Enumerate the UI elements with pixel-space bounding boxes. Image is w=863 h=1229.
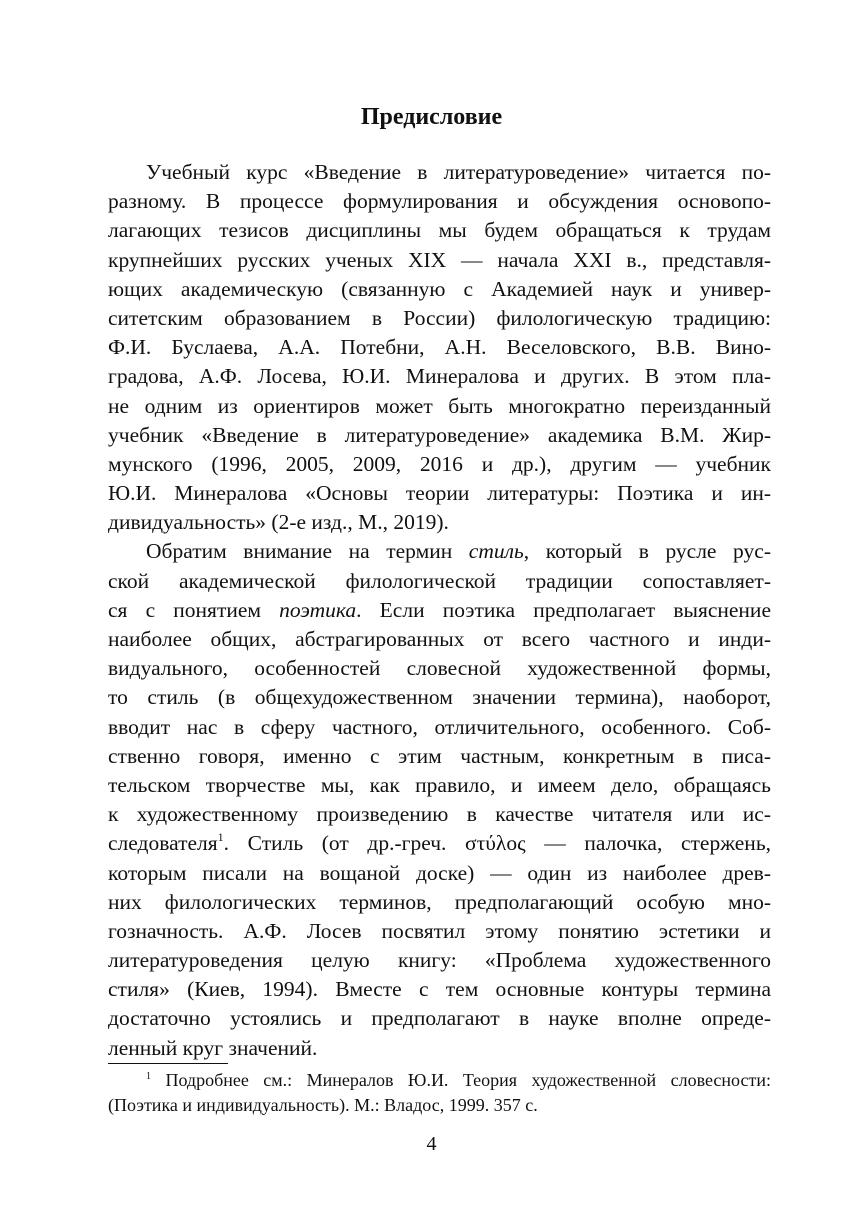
page-number: 4 xyxy=(426,1133,437,1155)
paragraph-1-line: не одним из ориентиров может быть многократно переизданный xyxy=(108,393,771,418)
paragraph-2-line: литературоведения целую книгу: «Проблема художественного xyxy=(108,948,771,973)
footnote xyxy=(108,1068,771,1118)
term-stil: стиль xyxy=(468,539,524,564)
footnote-separator xyxy=(108,1063,228,1064)
paragraph-2-line: то стиль (в общехудожественном значении термина), наоборот, xyxy=(108,685,771,710)
paragraph-2-line: них филологических терминов, предполагающий особую мно- xyxy=(108,889,771,914)
text-run: . Если поэтика предполагает выяснение xyxy=(356,597,771,622)
text-run: следователя xyxy=(108,831,218,856)
paragraph-1-line: Учебный курс «Введение в литературоведение» читается по- xyxy=(146,160,771,184)
paragraph-1-line: Ю.И. Минералова «Основы теории литературы: Поэтика и ин- xyxy=(108,481,771,506)
footnote-line: (Поэтика и индивидуальность). М.: Владос, 1999. 357 с. xyxy=(108,1095,538,1115)
paragraph-2-line: ленный круг значений. xyxy=(108,1035,318,1060)
paragraph-2-line: наиболее общих, абстрагированных от всего частного и инди- xyxy=(108,627,771,651)
paragraph-1-line: Ф.И. Буслаева, А.А. Потебни, А.Н. Веселовского, В.В. Вино- xyxy=(108,335,771,360)
paragraph-1-line: ющих академическую (связанную с Академией наук и универ- xyxy=(108,276,771,301)
paragraph-1-line: дивидуальность» (2-е изд., М., 2019). xyxy=(108,510,449,535)
text-run: Обратим внимание на термин xyxy=(146,539,469,564)
paragraph-2-line: ственно говоря, именно с этим частным, конкретным в писа- xyxy=(108,743,771,768)
paragraph-2-line: которым писали на вощаной доске) — один из наиболее древ- xyxy=(108,860,771,885)
page-title: Предисловие xyxy=(360,104,503,130)
paragraph-2-line: стиля» (Киев, 1994). Вместе с тем основные контуры термина xyxy=(108,977,771,1002)
paragraph-2-line: достаточно устоялись и предполагают в науке вполне опреде- xyxy=(108,1006,771,1031)
footnote-text: Подробнее см.: Минералов Ю.И. Теория художественной словесности: xyxy=(151,1070,771,1090)
footnote-reference[interactable]: 1 xyxy=(217,830,224,845)
text-run: ся с понятием xyxy=(108,597,280,622)
body-text xyxy=(108,158,771,1063)
paragraph-1-line: учебник «Введение в литературоведение» академика В.М. Жир- xyxy=(108,422,771,447)
paragraph-1-line: градова, А.Ф. Лосева, Ю.И. Минералова и других. В этом пла- xyxy=(108,364,771,389)
paragraph-2-line: вводит нас в сферу частного, отличительного, особенного. Соб- xyxy=(108,714,771,739)
paragraph-2-line: ской академической филологической традиции сопоставляет- xyxy=(108,568,771,593)
paragraph-2-line: гозначность. А.Ф. Лосев посвятил этому понятию эстетики и xyxy=(108,918,771,943)
paragraph-2-line: к художественному произведению в качестве читателя или ис- xyxy=(108,802,771,827)
footnote-marker: 1 xyxy=(146,1071,151,1082)
paragraph-2-line xyxy=(108,829,771,858)
paragraph-1-line: лагающих тезисов дисциплины мы будем обращаться к трудам xyxy=(108,218,771,243)
paragraph-2-line: видуального, особенностей словесной художественной формы, xyxy=(108,656,771,681)
paragraph-1-line: разному. В процессе формулирования и обсуждения основопо- xyxy=(108,189,771,214)
text-run: , который в русле рус- xyxy=(523,539,771,564)
term-poetika: поэтика xyxy=(279,597,357,622)
paragraph-1-line: ситетским образованием в России) филологическую традицию: xyxy=(108,305,771,330)
paragraph-2-line: тельском творчестве мы, как правило, и имеем дело, обращаясь xyxy=(108,772,771,797)
footnote-line xyxy=(108,1068,771,1093)
text-run: . Стиль (от др.-греч. στύλος — палочка, стержень, xyxy=(223,831,771,856)
paragraph-1-line: мунского (1996, 2005, 2009, 2016 и др.), другим — учебник xyxy=(108,451,771,476)
paragraph-2-line xyxy=(108,537,771,566)
paragraph-2-line xyxy=(108,596,771,625)
paragraph-1-line: крупнейших русских ученых XIX — начала XXI в., представля- xyxy=(108,247,771,272)
